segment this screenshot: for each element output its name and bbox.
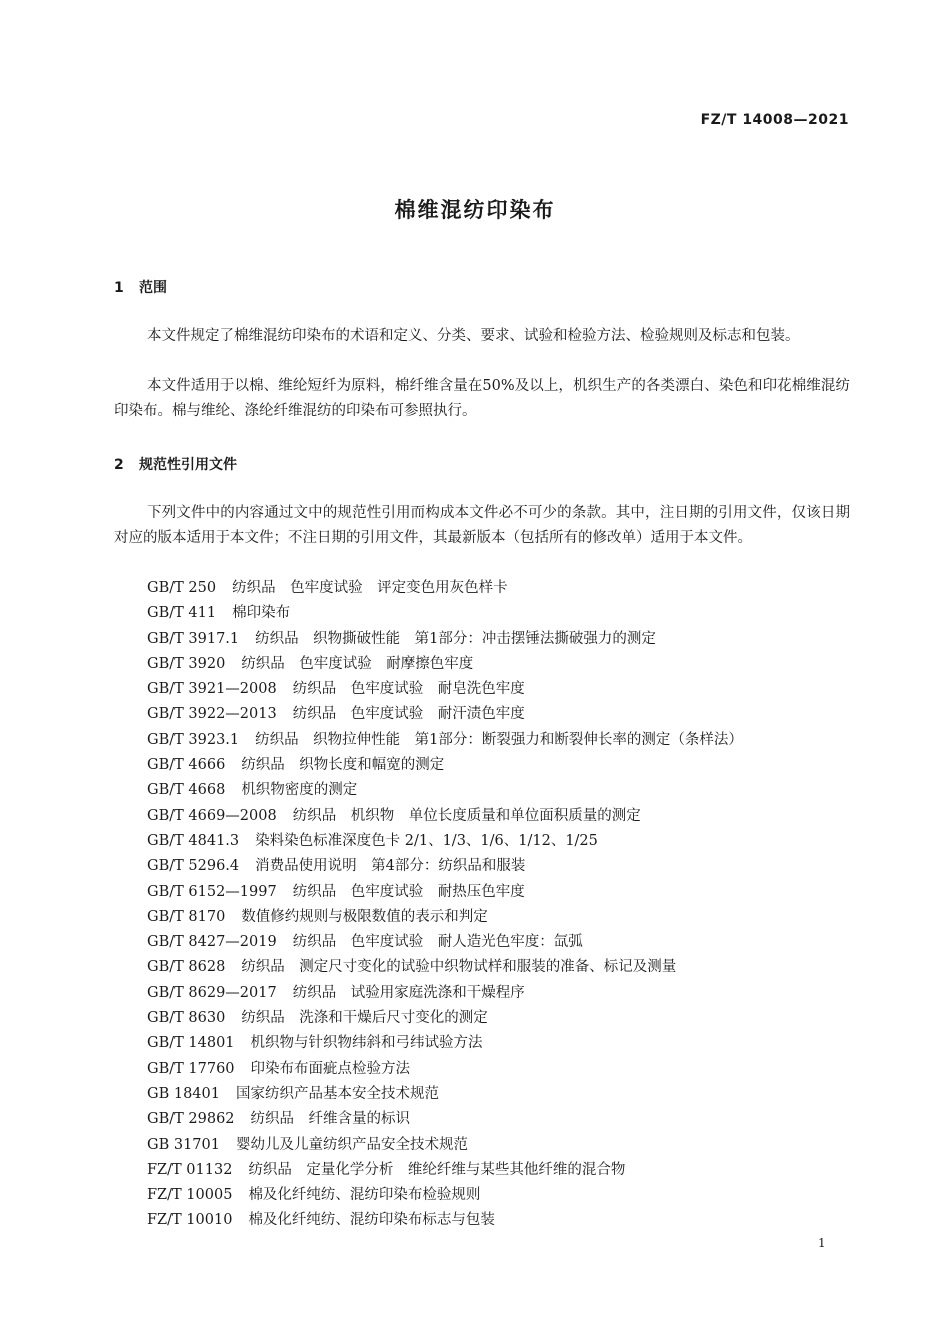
reference-code: GB/T 4841.3 xyxy=(147,832,240,849)
reference-title: 纺织品 色牢度试验 评定变色用灰色样卡 xyxy=(232,580,508,596)
section-title: 规范性引用文件 xyxy=(139,457,237,473)
reference-item xyxy=(147,1107,743,1132)
reference-code: GB/T 8170 xyxy=(147,908,226,925)
reference-item xyxy=(147,728,743,753)
reference-item xyxy=(147,1133,743,1158)
reference-title: 数值修约规则与极限数值的表示和判定 xyxy=(241,908,488,925)
reference-title: 婴幼儿及儿童纺织产品安全技术规范 xyxy=(235,1136,468,1153)
reference-title: 棉及化纤纯纺、混纺印染布标志与包装 xyxy=(248,1212,495,1229)
section-number: 2 xyxy=(114,457,124,473)
reference-code: GB/T 3922—2013 xyxy=(147,706,277,723)
reference-code: FZ/T 01132 xyxy=(147,1161,233,1178)
reference-item xyxy=(147,955,743,980)
section-title: 范围 xyxy=(139,280,167,296)
reference-code: GB/T 250 xyxy=(147,580,217,596)
reference-list xyxy=(147,576,743,1234)
reference-title: 纺织品 色牢度试验 耐汗渍色牢度 xyxy=(292,706,525,723)
reference-code: GB/T 5296.4 xyxy=(147,858,240,875)
reference-code: GB/T 8629—2017 xyxy=(147,984,277,1001)
reference-item xyxy=(147,677,743,702)
reference-code: FZ/T 10010 xyxy=(147,1212,233,1229)
reference-title: 纺织品 试验用家庭洗涤和干燥程序 xyxy=(292,984,525,1001)
reference-item xyxy=(147,601,743,626)
reference-title: 纺织品 测定尺寸变化的试验中织物试样和服装的准备、标记及测量 xyxy=(241,959,677,976)
reference-code: GB/T 4668 xyxy=(147,782,226,799)
reference-code: GB/T 6152—1997 xyxy=(147,883,277,900)
reference-title: 纺织品 织物长度和幅宽的测定 xyxy=(241,757,445,774)
reference-title: 纺织品 机织物 单位长度质量和单位面积质量的测定 xyxy=(292,807,641,824)
reference-title: 染料染色标准深度色卡 2/1、1/3、1/6、1/12、1/25 xyxy=(255,832,598,849)
reference-title: 纺织品 定量化学分析 维纶纤维与某些其他纤维的混合物 xyxy=(248,1161,626,1178)
reference-title: 纺织品 色牢度试验 耐热压色牢度 xyxy=(292,883,525,900)
reference-title: 纺织品 织物拉伸性能 第1部分：断裂强力和断裂伸长率的测定（条样法） xyxy=(255,731,743,748)
reference-code: GB/T 8628 xyxy=(147,959,226,976)
reference-title: 印染布布面疵点检验方法 xyxy=(250,1060,411,1077)
reference-item xyxy=(147,1183,743,1208)
reference-title: 纺织品 色牢度试验 耐人造光色牢度：氙弧 xyxy=(292,934,583,951)
reference-item xyxy=(147,880,743,905)
reference-item xyxy=(147,981,743,1006)
reference-item xyxy=(147,1057,743,1082)
reference-item xyxy=(147,627,743,652)
scope-paragraph-2: 本文件适用于以棉、维纶短纤为原料，棉纤维含量在50%及以上，机织生产的各类漂白、染色和印花棉维混纺印染布。棉与维纶、涤纶纤维混纺的印染布可参照执行。 xyxy=(114,378,850,419)
reference-code: GB/T 4666 xyxy=(147,757,226,774)
reference-item xyxy=(147,1006,743,1031)
reference-code: GB 18401 xyxy=(147,1085,220,1102)
scope-paragraph-1: 本文件规定了棉维混纺印染布的术语和定义、分类、要求、试验和检验方法、检验规则及标志和包装。 xyxy=(147,328,800,344)
reference-code: GB/T 3923.1 xyxy=(147,731,240,748)
reference-item xyxy=(147,1208,743,1233)
reference-title: 棉及化纤纯纺、混纺印染布检验规则 xyxy=(248,1187,481,1204)
reference-item xyxy=(147,1082,743,1107)
reference-item xyxy=(147,778,743,803)
reference-item xyxy=(147,1158,743,1183)
reference-item xyxy=(147,829,743,854)
section-number: 1 xyxy=(114,280,124,296)
reference-title: 纺织品 色牢度试验 耐皂洗色牢度 xyxy=(292,681,525,698)
reference-item xyxy=(147,1031,743,1056)
reference-title: 机织物密度的测定 xyxy=(241,782,358,799)
reference-title: 消费品使用说明 第4部分：纺织品和服装 xyxy=(255,858,526,875)
reference-code: GB/T 3921—2008 xyxy=(147,681,277,698)
reference-code: GB/T 4669—2008 xyxy=(147,807,277,824)
reference-item xyxy=(147,702,743,727)
section-heading-normative-references xyxy=(114,454,237,474)
reference-code: FZ/T 10005 xyxy=(147,1187,233,1204)
reference-code: GB/T 411 xyxy=(147,605,217,622)
reference-code: GB/T 8630 xyxy=(147,1010,226,1027)
reference-title: 纺织品 洗涤和干燥后尺寸变化的测定 xyxy=(241,1010,488,1027)
reference-title: 纺织品 织物撕破性能 第1部分：冲击摆锤法撕破强力的测定 xyxy=(255,630,656,647)
reference-item xyxy=(147,930,743,955)
reference-item xyxy=(147,905,743,930)
page-number: 1 xyxy=(818,1236,826,1250)
reference-title: 国家纺织产品基本安全技术规范 xyxy=(235,1085,439,1102)
reference-code: GB 31701 xyxy=(147,1136,220,1153)
reference-title: 机织物与针织物纬斜和弓纬试验方法 xyxy=(250,1035,483,1052)
section-heading-scope xyxy=(114,277,167,297)
reference-code: GB/T 3917.1 xyxy=(147,630,240,647)
reference-title: 纺织品 纤维含量的标识 xyxy=(250,1111,411,1128)
reference-item xyxy=(147,854,743,879)
reference-item xyxy=(147,753,743,778)
page-title: 棉维混纺印染布 xyxy=(394,198,556,222)
reference-code: GB/T 3920 xyxy=(147,655,226,672)
reference-title: 纺织品 色牢度试验 耐摩擦色牢度 xyxy=(241,655,474,672)
reference-code: GB/T 17760 xyxy=(147,1060,235,1077)
reference-code: GB/T 29862 xyxy=(147,1111,235,1128)
reference-title: 棉印染布 xyxy=(232,605,291,622)
reference-code: GB/T 8427—2019 xyxy=(147,934,277,951)
standard-number: FZ/T 14008—2021 xyxy=(700,112,849,128)
reference-item xyxy=(147,576,743,601)
references-intro-paragraph: 下列文件中的内容通过文中的规范性引用而构成本文件必不可少的条款。其中，注日期的引用文件，仅该日期对应的版本适用于本文件；不注日期的引用文件，其最新版本（包括所有的修改单）适用于本文件。 xyxy=(114,505,850,546)
reference-item xyxy=(147,652,743,677)
reference-item xyxy=(147,804,743,829)
reference-code: GB/T 14801 xyxy=(147,1035,235,1052)
